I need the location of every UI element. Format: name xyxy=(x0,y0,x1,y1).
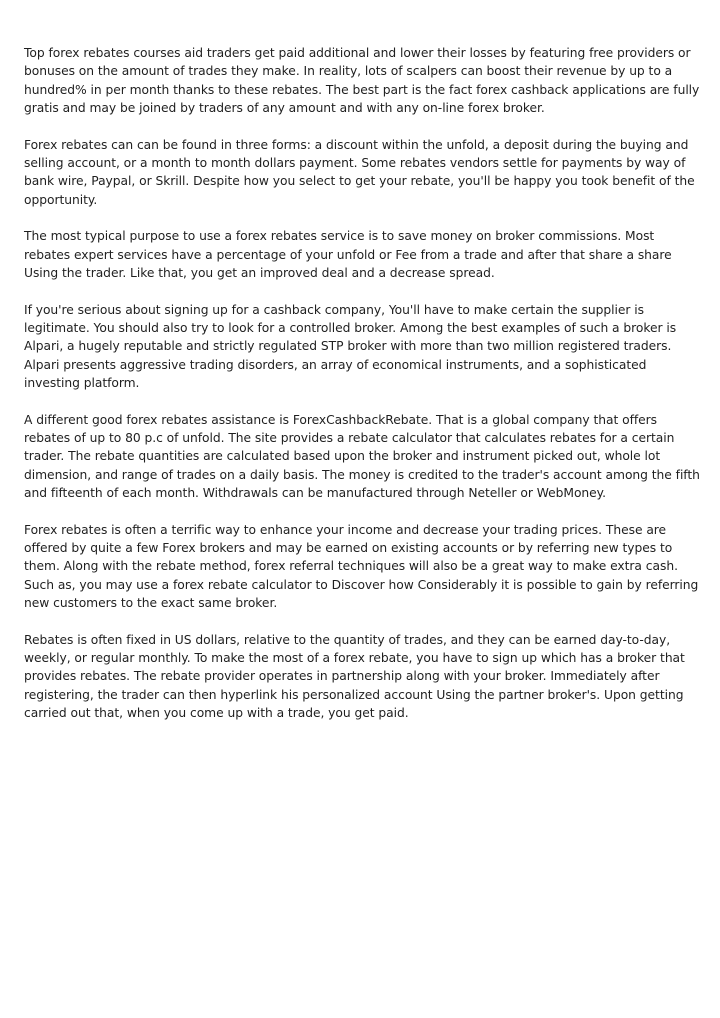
paragraph-1: Top forex rebates courses aid traders get paid additional and lower their losses by featuring free providers or bonuses on the amount of trades they make. In reality, lots of scalpers can boost their revenue by up to a hundred% in per month thanks to these rebates. The best part is the fact forex cashback applications are fully gratis and may be joined by traders of any amount and with any on-line forex broker. xyxy=(24,46,700,115)
paragraph-5: A different good forex rebates assistance is ForexCashbackRebate. That is a global company that offers rebates of up to 80 p.c of unfold. The site provides a rebate calculator that calculates rebates for a certain trader. The rebate quantities are calculated based upon the broker and instrument picked out, whole lot dimension, and range of trades on a daily basis. The money is credited to the trader's account among the fifth and fifteenth of each month. Withdrawals can be manufactured through Neteller or WebMoney. xyxy=(24,412,700,500)
document-body xyxy=(24,44,700,741)
paragraph-4: If you're serious about signing up for a cashback company, You'll have to make certain the supplier is legitimate. You should also try to look for a controlled broker. Among the best examples of such a broker is Alpari, a hugely reputable and strictly regulated STP broker with more than two million registered traders. Alpari presents aggressive trading disorders, an array of economical instruments, and a sophisticated investing platform. xyxy=(24,302,677,390)
paragraph-6: Forex rebates is often a terrific way to enhance your income and decrease your trading prices. These are offered by quite a few Forex brokers and may be earned on existing accounts or by referring new types to them. Along with the rebate method, forex referral techniques will also be a great way to make extra cash. Such as, you may use a forex rebate calculator to Discover how Considerably it is possible to gain by referring new customers to the exact same broker. xyxy=(24,522,699,610)
paragraph-3: The most typical purpose to use a forex rebates service is to save money on broker commissions. Most rebates expert services have a percentage of your unfold or Fee from a trade and after that share a share Using the trader. Like that, you get an improved deal and a decrease spread. xyxy=(24,229,672,280)
paragraph-7: Rebates is often fixed in US dollars, relative to the quantity of trades, and they can be earned day-to-day, weekly, or regular monthly. To make the most of a forex rebate, you have to sign up which has a broker that provides rebates. The rebate provider operates in partnership along with your broker. Immediately after registering, the trader can then hyperlink his personalized account Using the partner broker's. Upon getting carried out that, when you come up with a trade, you get paid. xyxy=(24,632,685,720)
paragraph-2: Forex rebates can can be found in three forms: a discount within the unfold, a deposit during the buying and selling account, or a month to month dollars payment. Some rebates vendors settle for payments by way of bank wire, Paypal, or Skrill. Despite how you select to get your rebate, you'll be happy you took benefit of the opportunity. xyxy=(24,137,695,207)
